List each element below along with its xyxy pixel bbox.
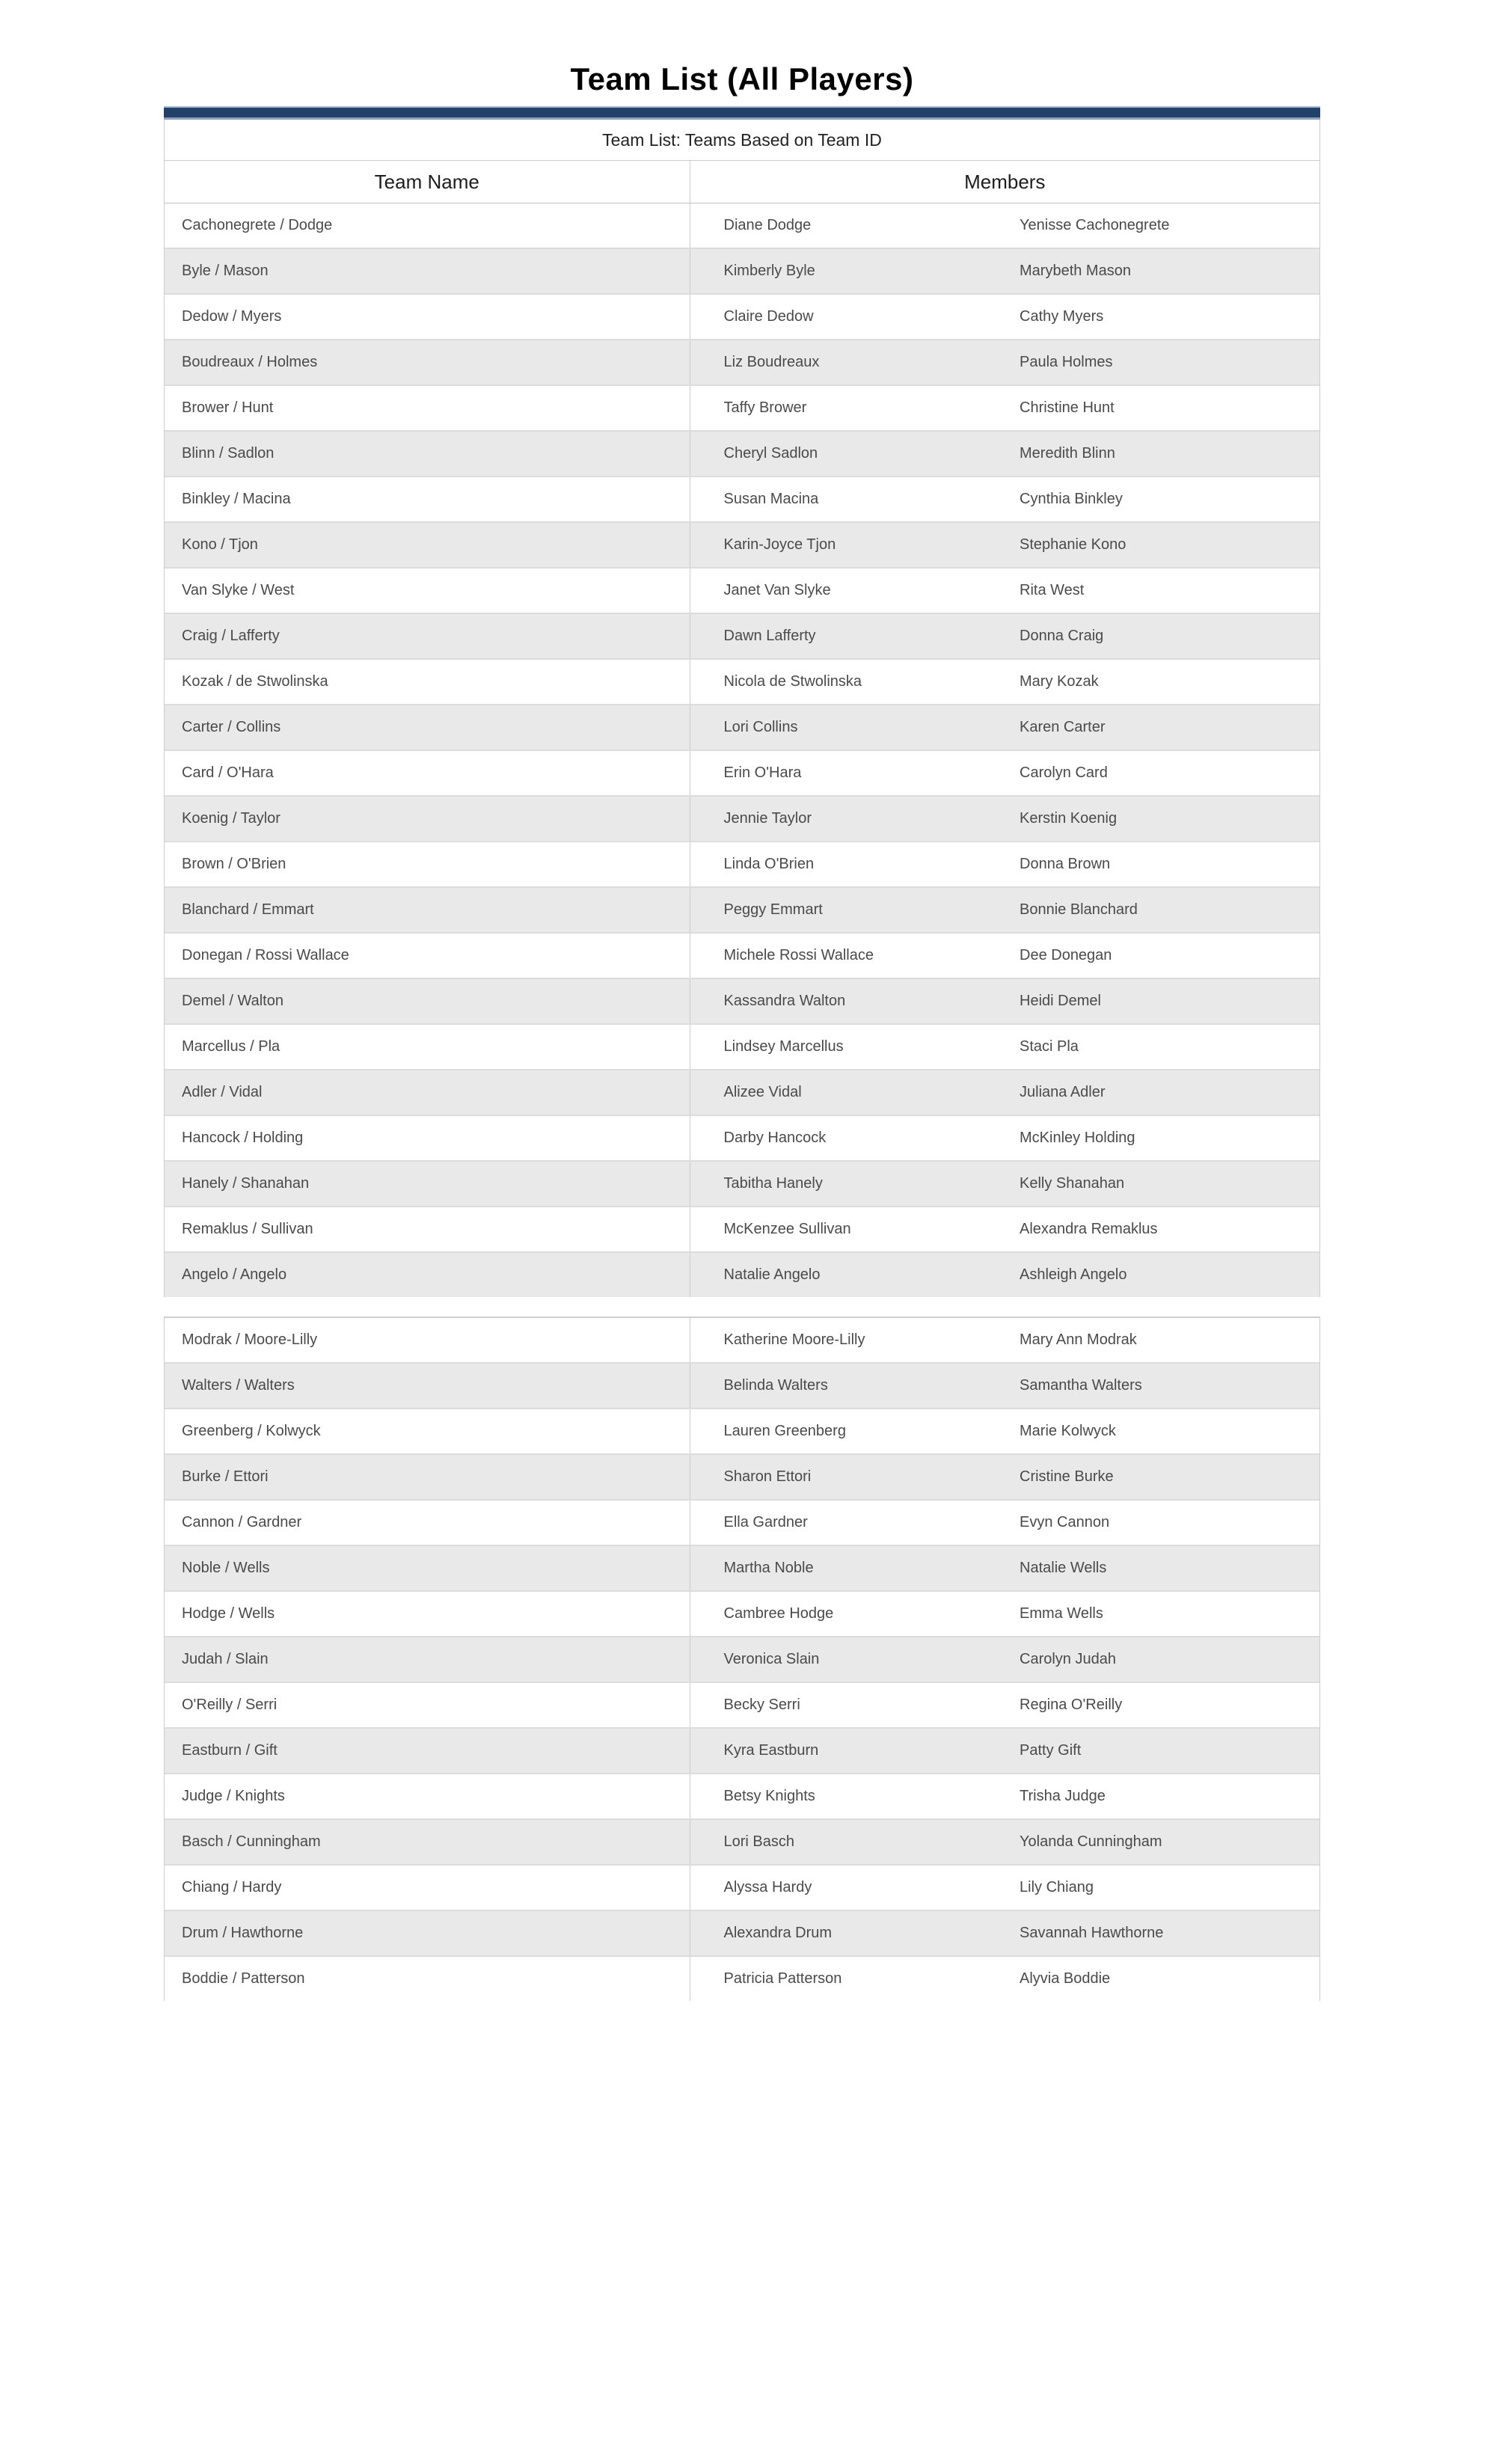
team-name-cell: Noble / Wells — [165, 1546, 690, 1590]
members-cell — [690, 1253, 1319, 1297]
members-cell — [690, 934, 1319, 978]
members-cell — [690, 1820, 1319, 1864]
member-name-1: Lori Collins — [723, 719, 798, 735]
member-name-2: Trisha Judge — [1020, 1788, 1106, 1804]
table-row — [165, 658, 1319, 704]
table-row — [165, 1318, 1319, 1362]
members-cell — [690, 1546, 1319, 1590]
member-name-1: Linda O'Brien — [723, 856, 815, 872]
team-name-cell: Cachonegrete / Dodge — [165, 203, 690, 248]
team-name-cell: Boudreaux / Holmes — [165, 340, 690, 384]
members-cell — [690, 523, 1319, 567]
table-accent-bar — [164, 106, 1320, 120]
table-row — [165, 521, 1319, 567]
table-row — [165, 1206, 1319, 1251]
member-name-1: Becky Serri — [723, 1697, 800, 1713]
members-cell — [690, 1070, 1319, 1115]
table-row — [165, 704, 1319, 750]
team-name-cell: Hodge / Wells — [165, 1592, 690, 1636]
member-name-2: Staci Pla — [1020, 1038, 1079, 1055]
member-name-1: Kimberly Byle — [723, 263, 815, 279]
member-name-2: Meredith Blinn — [1020, 445, 1115, 462]
member-name-1: Alizee Vidal — [723, 1084, 802, 1100]
table-row — [165, 932, 1319, 978]
member-name-1: Cambree Hodge — [723, 1605, 834, 1622]
table-row — [165, 1682, 1319, 1727]
member-name-1: Erin O'Hara — [723, 764, 802, 781]
member-name-2: Juliana Adler — [1020, 1084, 1106, 1100]
member-name-1: Jennie Taylor — [723, 810, 812, 827]
members-cell — [690, 1592, 1319, 1636]
table-row — [165, 1727, 1319, 1773]
member-name-2: Samantha Walters — [1020, 1377, 1142, 1394]
team-name-cell: Byle / Mason — [165, 249, 690, 293]
team-name-cell: Judge / Knights — [165, 1774, 690, 1818]
member-name-1: Martha Noble — [723, 1560, 814, 1576]
table-row — [165, 1636, 1319, 1682]
team-name-cell: Donegan / Rossi Wallace — [165, 934, 690, 978]
table-row — [165, 1864, 1319, 1910]
member-name-1: Liz Boudreaux — [723, 354, 820, 370]
member-name-2: Stephanie Kono — [1020, 536, 1126, 553]
table-row — [165, 1590, 1319, 1636]
member-name-1: Cheryl Sadlon — [723, 445, 818, 462]
column-header-members: Members — [964, 170, 1046, 193]
table-row — [165, 567, 1319, 613]
team-name-cell: Kozak / de Stwolinska — [165, 660, 690, 704]
members-cell — [690, 1637, 1319, 1682]
team-table-section-2 — [164, 1317, 1320, 2001]
team-name-cell: Carter / Collins — [165, 705, 690, 750]
team-name-cell: Binkley / Macina — [165, 477, 690, 521]
table-row — [165, 1069, 1319, 1115]
member-name-2: Alyvia Boddie — [1020, 1970, 1111, 1987]
members-cell — [690, 1162, 1319, 1206]
member-name-2: Cristine Burke — [1020, 1468, 1114, 1485]
table-row — [165, 750, 1319, 795]
members-cell — [690, 1729, 1319, 1773]
member-name-2: Cathy Myers — [1020, 308, 1104, 325]
table-row — [165, 430, 1319, 476]
team-name-cell: Chiang / Hardy — [165, 1866, 690, 1910]
member-name-1: Sharon Ettori — [723, 1468, 812, 1485]
page-title: Team List (All Players) — [570, 61, 914, 96]
member-name-1: Lindsey Marcellus — [723, 1038, 844, 1055]
members-cell — [690, 842, 1319, 886]
member-name-2: Karen Carter — [1020, 719, 1106, 735]
member-name-2: Cynthia Binkley — [1020, 491, 1123, 507]
members-cell — [690, 888, 1319, 932]
member-name-1: Belinda Walters — [723, 1377, 828, 1394]
table-row — [165, 1362, 1319, 1408]
team-name-cell: Eastburn / Gift — [165, 1729, 690, 1773]
member-name-1: Nicola de Stwolinska — [723, 673, 862, 690]
team-name-cell: Hancock / Holding — [165, 1116, 690, 1160]
member-name-1: Alexandra Drum — [723, 1925, 833, 1941]
member-name-2: Natalie Wells — [1020, 1560, 1107, 1576]
member-name-2: Christine Hunt — [1020, 399, 1115, 416]
members-cell — [690, 340, 1319, 384]
table-row — [165, 1910, 1319, 1955]
member-name-2: Yenisse Cachonegrete — [1020, 217, 1170, 233]
table-row — [165, 978, 1319, 1023]
members-cell — [690, 1025, 1319, 1069]
member-name-2: Mary Ann Modrak — [1020, 1331, 1137, 1348]
team-name-cell: Brower / Hunt — [165, 386, 690, 430]
table-row — [165, 339, 1319, 384]
member-name-1: Taffy Brower — [723, 399, 807, 416]
team-name-cell: Blanchard / Emmart — [165, 888, 690, 932]
team-name-cell: Dedow / Myers — [165, 295, 690, 339]
team-name-cell: Boddie / Patterson — [165, 1957, 690, 2001]
table-row — [165, 1115, 1319, 1160]
member-name-2: Savannah Hawthorne — [1020, 1925, 1164, 1941]
table-row — [165, 1545, 1319, 1590]
members-cell — [690, 614, 1319, 658]
member-name-2: Marybeth Mason — [1020, 263, 1131, 279]
member-name-1: Veronica Slain — [723, 1651, 820, 1667]
member-name-2: Kerstin Koenig — [1020, 810, 1118, 827]
member-name-1: Katherine Moore-Lilly — [723, 1331, 865, 1348]
table-row — [165, 384, 1319, 430]
table-row — [165, 248, 1319, 293]
members-cell — [690, 660, 1319, 704]
table-row — [165, 613, 1319, 658]
table-section-gap — [164, 1297, 1320, 1317]
members-cell — [690, 1683, 1319, 1727]
team-name-cell: Drum / Hawthorne — [165, 1911, 690, 1955]
table-rows-section-1 — [165, 203, 1319, 1297]
team-name-cell: Cannon / Gardner — [165, 1501, 690, 1545]
team-name-cell: Burke / Ettori — [165, 1455, 690, 1499]
column-header-team-name: Team Name — [165, 161, 690, 203]
member-name-1: Karin-Joyce Tjon — [723, 536, 836, 553]
team-name-cell: Craig / Lafferty — [165, 614, 690, 658]
member-name-1: Susan Macina — [723, 491, 819, 507]
team-table-section-1 — [164, 120, 1320, 1297]
member-name-1: McKenzee Sullivan — [723, 1221, 851, 1237]
table-row — [165, 203, 1319, 248]
members-cell — [690, 1501, 1319, 1545]
table-subtitle: Team List: Teams Based on Team ID — [165, 120, 1319, 161]
member-name-2: Ashleigh Angelo — [1020, 1266, 1127, 1283]
member-name-1: Kassandra Walton — [723, 993, 846, 1009]
member-name-1: Janet Van Slyke — [723, 582, 831, 598]
member-name-1: Ella Gardner — [723, 1514, 808, 1530]
member-name-2: Evyn Cannon — [1020, 1514, 1110, 1530]
members-cell — [690, 751, 1319, 795]
team-name-cell: Hanely / Shanahan — [165, 1162, 690, 1206]
table-row — [165, 1408, 1319, 1453]
member-name-2: Bonnie Blanchard — [1020, 901, 1138, 918]
member-name-2: Patty Gift — [1020, 1742, 1082, 1759]
table-row — [165, 1818, 1319, 1864]
members-cell — [690, 1957, 1319, 2001]
team-name-cell: Demel / Walton — [165, 979, 690, 1023]
member-name-2: Donna Brown — [1020, 856, 1111, 872]
member-name-2: Carolyn Card — [1020, 764, 1108, 781]
members-cell — [690, 386, 1319, 430]
member-name-2: Regina O'Reilly — [1020, 1697, 1123, 1713]
members-cell — [690, 1207, 1319, 1251]
member-name-2: Alexandra Remaklus — [1020, 1221, 1158, 1237]
member-name-1: Natalie Angelo — [723, 1266, 821, 1283]
member-name-2: Lily Chiang — [1020, 1879, 1094, 1895]
member-name-1: Michele Rossi Wallace — [723, 947, 874, 963]
member-name-2: Emma Wells — [1020, 1605, 1103, 1622]
team-name-cell: Blinn / Sadlon — [165, 432, 690, 476]
team-name-cell: Koenig / Taylor — [165, 797, 690, 841]
table-row — [165, 293, 1319, 339]
members-cell — [690, 797, 1319, 841]
member-name-2: Mary Kozak — [1020, 673, 1099, 690]
team-name-cell: O'Reilly / Serri — [165, 1683, 690, 1727]
table-row — [165, 886, 1319, 932]
member-name-2: Marie Kolwyck — [1020, 1423, 1116, 1439]
team-name-cell: Kono / Tjon — [165, 523, 690, 567]
team-name-cell: Judah / Slain — [165, 1637, 690, 1682]
member-name-2: Rita West — [1020, 582, 1085, 598]
members-cell — [690, 1911, 1319, 1955]
team-name-cell: Van Slyke / West — [165, 569, 690, 613]
member-name-2: Donna Craig — [1020, 628, 1104, 644]
table-row — [165, 1251, 1319, 1297]
members-cell — [690, 432, 1319, 476]
members-cell — [690, 569, 1319, 613]
member-name-1: Diane Dodge — [723, 217, 812, 233]
members-cell — [690, 979, 1319, 1023]
team-name-cell: Card / O'Hara — [165, 751, 690, 795]
members-cell — [690, 1774, 1319, 1818]
report-container — [164, 0, 1320, 2001]
member-name-2: Heidi Demel — [1020, 993, 1101, 1009]
members-cell — [690, 203, 1319, 248]
member-name-1: Dawn Lafferty — [723, 628, 816, 644]
members-cell — [690, 1455, 1319, 1499]
member-name-2: Kelly Shanahan — [1020, 1175, 1125, 1192]
member-name-1: Claire Dedow — [723, 308, 814, 325]
team-name-cell: Adler / Vidal — [165, 1070, 690, 1115]
table-row — [165, 1955, 1319, 2001]
member-name-2: Yolanda Cunningham — [1020, 1833, 1162, 1850]
table-row — [165, 1023, 1319, 1069]
member-name-2: Carolyn Judah — [1020, 1651, 1116, 1667]
members-cell — [690, 295, 1319, 339]
member-name-1: Kyra Eastburn — [723, 1742, 819, 1759]
team-name-cell: Modrak / Moore-Lilly — [165, 1318, 690, 1362]
team-name-cell: Walters / Walters — [165, 1364, 690, 1408]
table-row — [165, 1773, 1319, 1818]
table-header-row — [165, 161, 1319, 203]
member-name-2: Dee Donegan — [1020, 947, 1112, 963]
table-row — [165, 476, 1319, 521]
members-cell — [690, 1866, 1319, 1910]
member-name-1: Lauren Greenberg — [723, 1423, 846, 1439]
members-cell — [690, 477, 1319, 521]
member-name-1: Darby Hancock — [723, 1130, 827, 1146]
members-cell — [690, 1409, 1319, 1453]
member-name-1: Tabitha Hanely — [723, 1175, 823, 1192]
table-row — [165, 841, 1319, 886]
members-cell — [690, 1116, 1319, 1160]
member-name-2: McKinley Holding — [1020, 1130, 1135, 1146]
member-name-2: Paula Holmes — [1020, 354, 1113, 370]
table-row — [165, 795, 1319, 841]
team-name-cell: Angelo / Angelo — [165, 1253, 690, 1297]
member-name-1: Alyssa Hardy — [723, 1879, 812, 1895]
team-name-cell: Marcellus / Pla — [165, 1025, 690, 1069]
members-cell — [690, 1364, 1319, 1408]
team-name-cell: Brown / O'Brien — [165, 842, 690, 886]
team-name-cell: Basch / Cunningham — [165, 1820, 690, 1864]
member-name-1: Lori Basch — [723, 1833, 795, 1850]
member-name-1: Peggy Emmart — [723, 901, 823, 918]
member-name-1: Betsy Knights — [723, 1788, 815, 1804]
members-cell — [690, 705, 1319, 750]
members-cell — [690, 249, 1319, 293]
member-name-1: Patricia Patterson — [723, 1970, 842, 1987]
table-row — [165, 1499, 1319, 1545]
table-row — [165, 1453, 1319, 1499]
members-cell — [690, 1318, 1319, 1362]
team-name-cell: Remaklus / Sullivan — [165, 1207, 690, 1251]
team-name-cell: Greenberg / Kolwyck — [165, 1409, 690, 1453]
table-row — [165, 1160, 1319, 1206]
